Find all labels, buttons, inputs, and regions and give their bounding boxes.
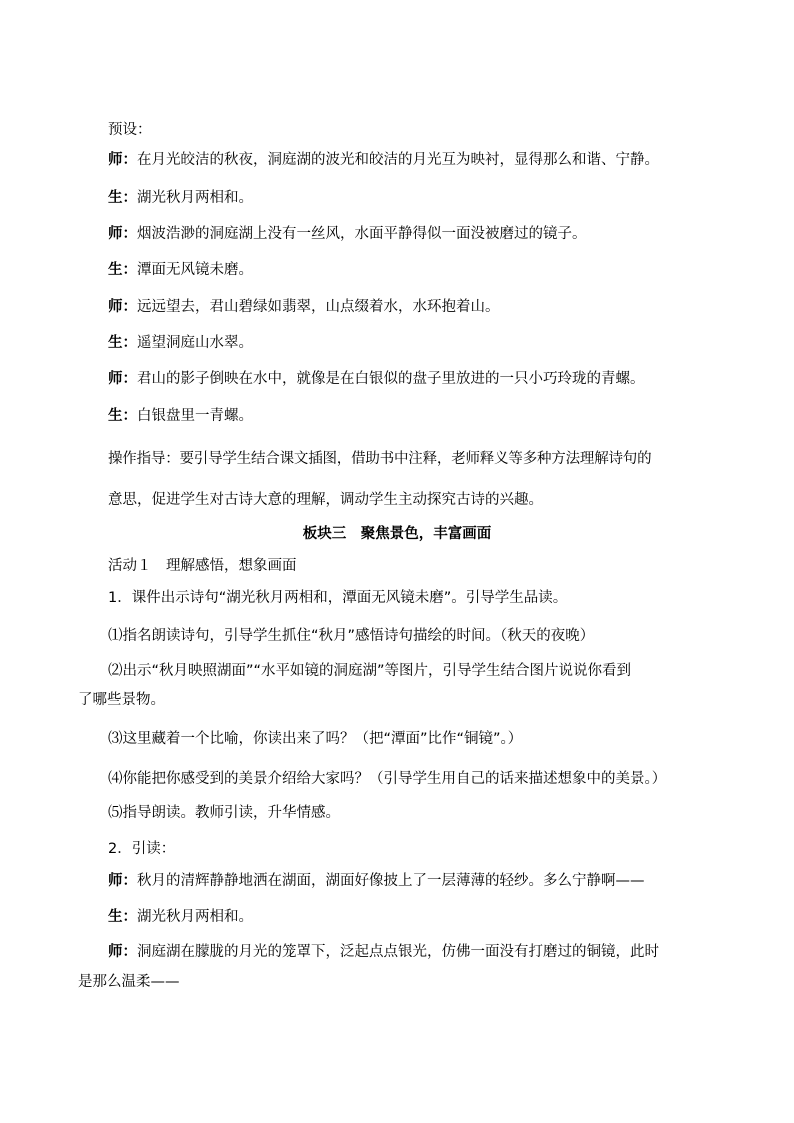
speaker-label: 师： [108,371,137,387]
speaker-label: 师： [108,226,137,242]
dialogue-text: 湖光秋月两相和。 [137,190,253,206]
sub-item-2-line-2: 了哪些景物。 [78,692,165,708]
sub-item-3: ⑶这里藏着一个比喻，你读出来了吗？（把“潭面”比作“铜镜”。） [108,731,523,747]
dialogue-text: 潭面无风镜未磨。 [137,262,253,278]
speaker-label: 师： [108,299,137,315]
speaker-label: 师： [108,944,137,960]
item-2: 2．引读： [108,841,176,857]
sub-item-1: ⑴指名朗读诗句，引导学生抓住“秋月”感悟诗句描绘的时间。（秋天的夜晚） [108,628,595,644]
section-heading: 板块三 聚焦景色，丰富画面 [302,526,492,542]
preset-label: 预设： [108,122,152,138]
guidance-line-1: 操作指导：要引导学生结合课文插图，借助书中注释，老师释义等多种方法理解诗句的 [108,451,652,467]
dialogue-line [108,369,724,389]
item-1: 1．课件出示诗句“湖光秋月两相和，潭面无风镜未磨”。引导学生品读。 [108,590,568,606]
speaker-label: 师： [108,873,137,889]
final-line: 是那么温柔—— [78,974,180,990]
dialogue-line [108,297,724,317]
sub-item-5: ⑸指导朗读。教师引读，升华情感。 [108,805,340,821]
dialogue-line [108,871,724,891]
dialogue-line [108,260,724,280]
dialogue-line [108,942,724,962]
dialogue-line [108,406,724,426]
dialogue-text: 湖光秋月两相和。 [137,909,253,925]
dialogue-line [108,907,724,927]
speaker-label: 师： [108,152,137,168]
dialogue-line [108,150,724,170]
sub-item-2-line-1: ⑵出示“秋月映照湖面”“水平如镜的洞庭湖”等图片，引导学生结合图片说说你看到 [108,663,632,679]
dialogue-text: 洞庭湖在朦胧的月光的笼罩下，泛起点点银光，仿佛一面没有打磨过的铜镜，此时 [137,944,659,960]
dialogue-line [108,224,724,244]
dialogue-text: 白银盘里一青螺。 [137,408,253,424]
speaker-label: 生： [108,262,137,278]
dialogue-text: 秋月的清辉静静地洒在湖面，湖面好像披上了一层薄薄的轻纱。多么宁静啊—— [137,873,645,889]
guidance-line-2: 意思，促进学生对古诗大意的理解，调动学生主动探究古诗的兴趣。 [108,492,543,508]
dialogue-text: 烟波浩渺的洞庭湖上没有一丝风，水面平静得似一面没被磨过的镜子。 [137,226,587,242]
speaker-label: 生： [108,909,137,925]
dialogue-text: 在月光皎洁的秋夜，洞庭湖的波光和皎洁的月光互为映衬，显得那么和谐、宁静。 [137,152,659,168]
dialogue-line [108,333,724,353]
dialogue-text: 远远望去，君山碧绿如翡翠，山点缀着水，水环抱着山。 [137,299,500,315]
dialogue-line [108,188,724,208]
speaker-label: 生： [108,408,137,424]
dialogue-text: 君山的影子倒映在水中，就像是在白银似的盘子里放进的一只小巧玲珑的青螺。 [137,371,645,387]
sub-item-4: ⑷你能把你感受到的美景介绍给大家吗？（引导学生用自己的话来描述想象中的美景。） [108,771,667,787]
speaker-label: 生： [108,190,137,206]
speaker-label: 生： [108,335,137,351]
activity-title: 活动１ 理解感悟，想象画面 [108,558,297,574]
dialogue-text: 遥望洞庭山水翠。 [137,335,253,351]
